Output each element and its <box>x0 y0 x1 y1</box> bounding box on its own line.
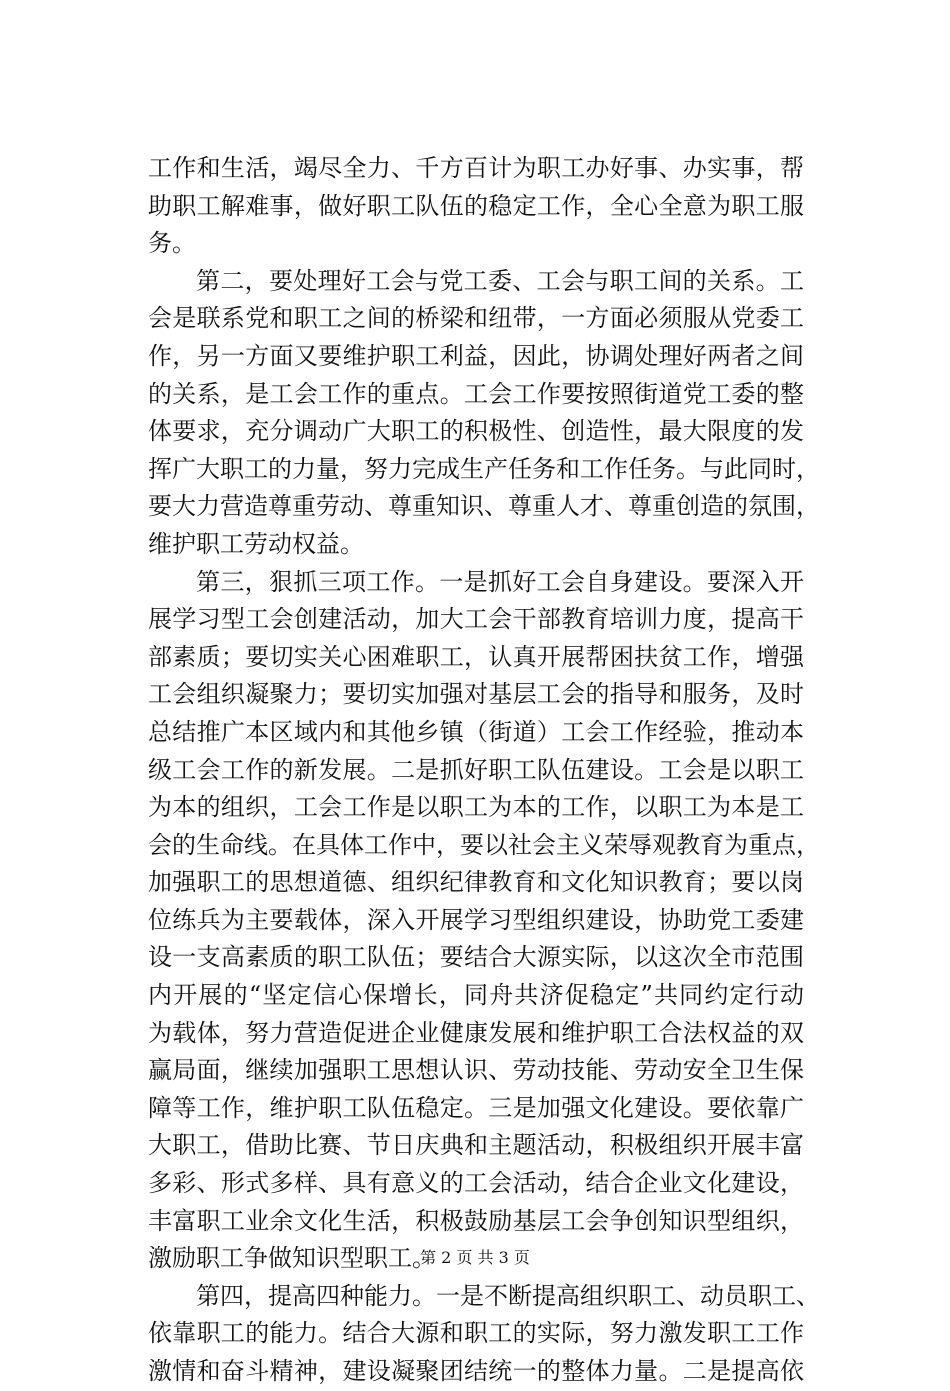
text-line: 总结推广本区域内和其他乡镇（街道）工会工作经验，推动本 <box>148 717 804 746</box>
text-line: 体要求，充分调动广大职工的积极性、创造性，最大限度的发 <box>148 417 804 446</box>
text-line: 位练兵为主要载体，深入开展学习型组织建设，协助党工委建 <box>148 905 804 934</box>
paragraph-start-line: 第四，提高四种能力。一是不断提高组织职工、动员职工、 <box>196 1281 820 1310</box>
text-line: 激励职工争做知识型职工。 <box>148 1244 436 1273</box>
text-line: 部素质；要切实关心困难职工，认真开展帮困扶贫工作，增强 <box>148 642 804 671</box>
text-line: 多彩、形式多样、具有意义的工会活动，结合企业文化建设， <box>148 1169 804 1198</box>
text-line: 为本的组织，工会工作是以职工为本的工作，以职工为本是工 <box>148 793 804 822</box>
text-line: 挥广大职工的力量，努力完成生产任务和工作任务。与此同时， <box>148 454 820 483</box>
text-line: 设一支高素质的职工队伍；要结合大源实际，以这次全市范围 <box>148 943 804 972</box>
text-line: 作，另一方面又要维护职工利益，因此，协调处理好两者之间 <box>148 341 804 370</box>
page-number-footer: 第 2 页 共 3 页 <box>420 1248 530 1267</box>
text-line: 工作和生活，竭尽全力、千方百计为职工办好事、办实事，帮 <box>148 154 804 182</box>
text-line: 依靠职工的能力。结合大源和职工的实际，努力激发职工工作 <box>148 1319 804 1348</box>
text-line: 务。 <box>148 229 196 258</box>
document-body <box>148 150 820 1391</box>
paragraph-start-line: 第二，要处理好工会与党工委、工会与职工间的关系。工 <box>196 266 804 295</box>
text-line: 内开展的“坚定信心保增长，同舟共济促稳定”共同约定行动 <box>148 981 804 1010</box>
text-line: 丰富职工业余文化生活，积极鼓励基层工会争创知识型组织， <box>148 1206 804 1235</box>
text-line: 助职工解难事，做好职工队伍的稳定工作，全心全意为职工服 <box>148 191 804 220</box>
text-line: 要大力营造尊重劳动、尊重知识、尊重人才、尊重创造的氛围， <box>148 492 820 521</box>
text-line: 级工会工作的新发展。二是抓好职工队伍建设。工会是以职工 <box>148 755 804 784</box>
paragraph-start-line: 第三，狠抓三项工作。一是抓好工会自身建设。要深入开 <box>196 567 804 596</box>
text-line: 激情和奋斗精神，建设凝聚团结统一的整体力量。二是提高依 <box>148 1357 804 1385</box>
text-line: 大职工，借助比赛、节日庆典和主题活动，积极组织开展丰富 <box>148 1131 804 1160</box>
text-line: 会是联系党和职工之间的桥梁和纽带，一方面必须服从党委工 <box>148 304 804 333</box>
text-line: 为载体，努力营造促进企业健康发展和维护职工合法权益的双 <box>148 1018 804 1047</box>
text-line: 加强职工的思想道德、组织纪律教育和文化知识教育；要以岗 <box>148 868 804 897</box>
text-line: 会的生命线。在具体工作中，要以社会主义荣辱观教育为重点， <box>148 830 820 859</box>
text-line: 展学习型工会创建活动，加大工会干部教育培训力度，提高干 <box>148 605 804 634</box>
text-line: 的关系，是工会工作的重点。工会工作要按照街道党工委的整 <box>148 379 804 408</box>
text-line: 工会组织凝聚力；要切实加强对基层工会的指导和服务，及时 <box>148 680 804 709</box>
text-line: 障等工作，维护职工队伍稳定。三是加强文化建设。要依靠广 <box>148 1093 804 1122</box>
text-line: 维护职工劳动权益。 <box>148 529 364 558</box>
text-line: 赢局面，继续加强职工思想认识、劳动技能、劳动安全卫生保 <box>148 1056 804 1085</box>
